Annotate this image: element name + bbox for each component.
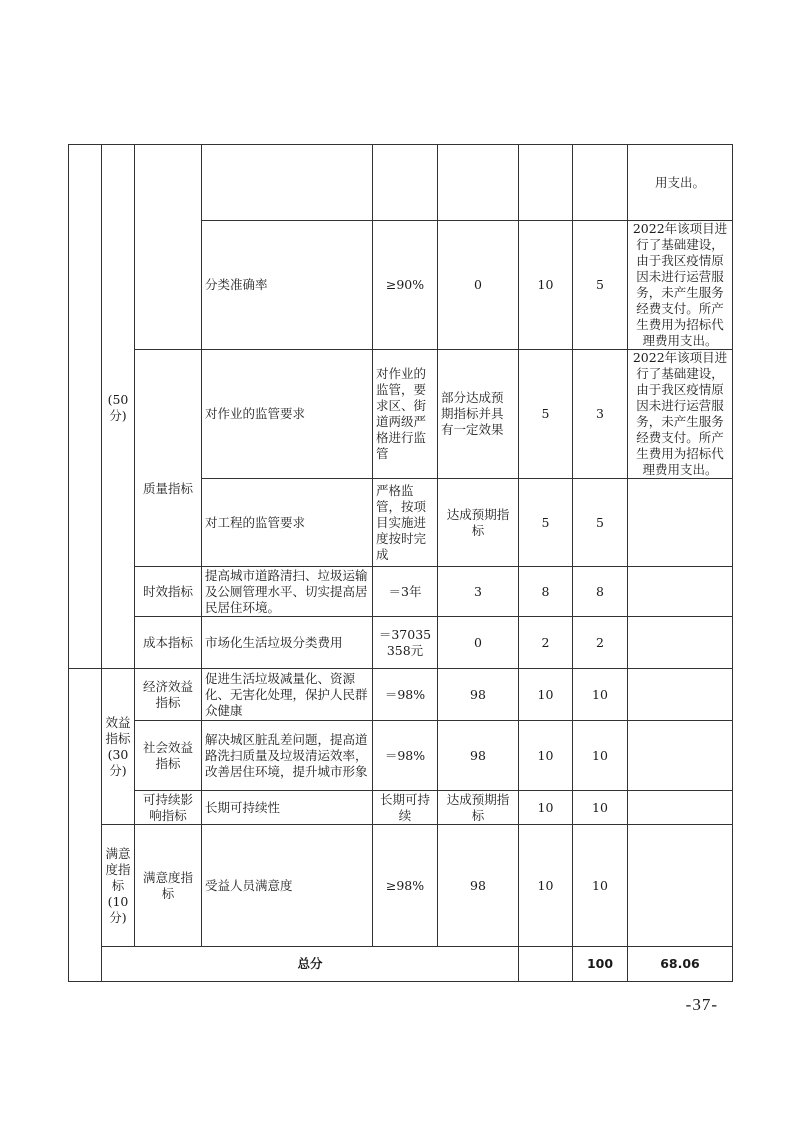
indicator-cell: 促进生活垃圾减量化、资源化、无害化处理，保护人民群众健康 bbox=[202, 669, 373, 721]
weight-cell: 10 bbox=[519, 669, 573, 721]
page-number: -37- bbox=[685, 995, 718, 1014]
score-cell: 10 bbox=[573, 825, 628, 947]
output-group-label: (50 分) bbox=[102, 145, 135, 669]
actual-cell: 达成预期指标 bbox=[438, 791, 519, 825]
benefit-group-label: 效益指标(30分) bbox=[102, 669, 135, 825]
remark-cell bbox=[628, 567, 733, 617]
cell-score-blank bbox=[573, 145, 628, 221]
table-row bbox=[69, 825, 733, 947]
table-row bbox=[69, 669, 733, 721]
cell-actual-blank bbox=[438, 145, 519, 221]
weight-cell: 8 bbox=[519, 567, 573, 617]
target-cell: ＝3年 bbox=[373, 567, 438, 617]
weight-cell: 10 bbox=[519, 721, 573, 791]
indicator-cell: 对工程的监管要求 bbox=[202, 479, 373, 567]
weight-cell: 10 bbox=[519, 791, 573, 825]
remark-cell: 2022年该项目进行了基础建设，由于我区疫情原因未进行运营服务，未产生服务经费支付。所产生费用为招标代理费用支出。 bbox=[628, 221, 733, 350]
total-label: 总分 bbox=[102, 947, 519, 982]
cell-indicator-blank bbox=[202, 145, 373, 221]
target-cell: ＝37035358元 bbox=[373, 617, 438, 669]
actual-cell: 98 bbox=[438, 721, 519, 791]
weight-cell: 5 bbox=[519, 350, 573, 479]
score-cell: 8 bbox=[573, 567, 628, 617]
table-row-continued bbox=[69, 145, 733, 221]
sub-category-cell: 经济效益指标 bbox=[135, 669, 202, 721]
total-weight-cell: 100 bbox=[573, 947, 628, 982]
weight-cell: 2 bbox=[519, 617, 573, 669]
weight-cell: 10 bbox=[519, 221, 573, 350]
actual-cell: 98 bbox=[438, 825, 519, 947]
total-row bbox=[69, 947, 733, 982]
table-row bbox=[69, 721, 733, 791]
indicator-cell: 对作业的监管要求 bbox=[202, 350, 373, 479]
indicator-cell: 解决城区脏乱差问题，提高道路洗扫质量及垃圾清运效率，改善居住环境，提升城市形象 bbox=[202, 721, 373, 791]
score-cell: 10 bbox=[573, 791, 628, 825]
target-cell: 严格监管，按项目实施进度按时完成 bbox=[373, 479, 438, 567]
actual-cell: 98 bbox=[438, 669, 519, 721]
target-cell: ＝98% bbox=[373, 721, 438, 791]
remark-cell bbox=[628, 791, 733, 825]
cell-level1-blank bbox=[69, 669, 102, 982]
sub-category-cell: 社会效益指标 bbox=[135, 721, 202, 791]
table-row bbox=[69, 350, 733, 479]
target-cell: 长期可持续 bbox=[373, 791, 438, 825]
actual-cell: 0 bbox=[438, 221, 519, 350]
target-cell: ＝98% bbox=[373, 669, 438, 721]
actual-cell: 0 bbox=[438, 617, 519, 669]
indicator-cell: 市场化生活垃圾分类费用 bbox=[202, 617, 373, 669]
score-cell: 10 bbox=[573, 721, 628, 791]
total-score-cell: 68.06 bbox=[628, 947, 733, 982]
score-cell: 3 bbox=[573, 350, 628, 479]
cell-sub-blank bbox=[135, 145, 202, 350]
sub-category-cell: 质量指标 bbox=[135, 350, 202, 567]
target-cell: ≥90% bbox=[373, 221, 438, 350]
table-row bbox=[69, 617, 733, 669]
weight-cell: 10 bbox=[519, 825, 573, 947]
actual-cell: 达成预期指标 bbox=[438, 479, 519, 567]
sub-category-cell: 满意度指标 bbox=[135, 825, 202, 947]
weight-cell: 5 bbox=[519, 479, 573, 567]
remark-cell bbox=[628, 479, 733, 567]
performance-table bbox=[68, 144, 733, 982]
cell-level1-blank bbox=[69, 145, 102, 669]
remark-cell bbox=[628, 617, 733, 669]
remark-cell: 2022年该项目进行了基础建设，由于我区疫情原因未进行运营服务，未产生服务经费支付。所产生费用为招标代理费用支出。 bbox=[628, 350, 733, 479]
sub-category-cell: 成本指标 bbox=[135, 617, 202, 669]
score-cell: 10 bbox=[573, 669, 628, 721]
sub-category-cell: 可持续影响指标 bbox=[135, 791, 202, 825]
total-actual-cell bbox=[519, 947, 573, 982]
target-cell: 对作业的监管，要求区、街道两级严格进行监管 bbox=[373, 350, 438, 479]
actual-cell: 部分达成预期指标并具有一定效果 bbox=[438, 350, 519, 479]
remark-cell bbox=[628, 825, 733, 947]
sub-category-cell: 时效指标 bbox=[135, 567, 202, 617]
indicator-cell: 提高城市道路清扫、垃圾运输及公厕管理水平、切实提高居民居住环境。 bbox=[202, 567, 373, 617]
remark-cell bbox=[628, 721, 733, 791]
remark-cell bbox=[628, 669, 733, 721]
score-cell: 5 bbox=[573, 479, 628, 567]
indicator-cell: 长期可持续性 bbox=[202, 791, 373, 825]
satisfaction-group-label: 满意度指标(10分) bbox=[102, 825, 135, 947]
score-cell: 2 bbox=[573, 617, 628, 669]
target-cell: ≥98% bbox=[373, 825, 438, 947]
indicator-cell: 分类准确率 bbox=[202, 221, 373, 350]
cell-target-blank bbox=[373, 145, 438, 221]
table-row bbox=[69, 791, 733, 825]
remark-cell: 用支出。 bbox=[628, 145, 733, 221]
indicator-cell: 受益人员满意度 bbox=[202, 825, 373, 947]
score-cell: 5 bbox=[573, 221, 628, 350]
cell-weight-blank bbox=[519, 145, 573, 221]
actual-cell: 3 bbox=[438, 567, 519, 617]
table-row bbox=[69, 567, 733, 617]
